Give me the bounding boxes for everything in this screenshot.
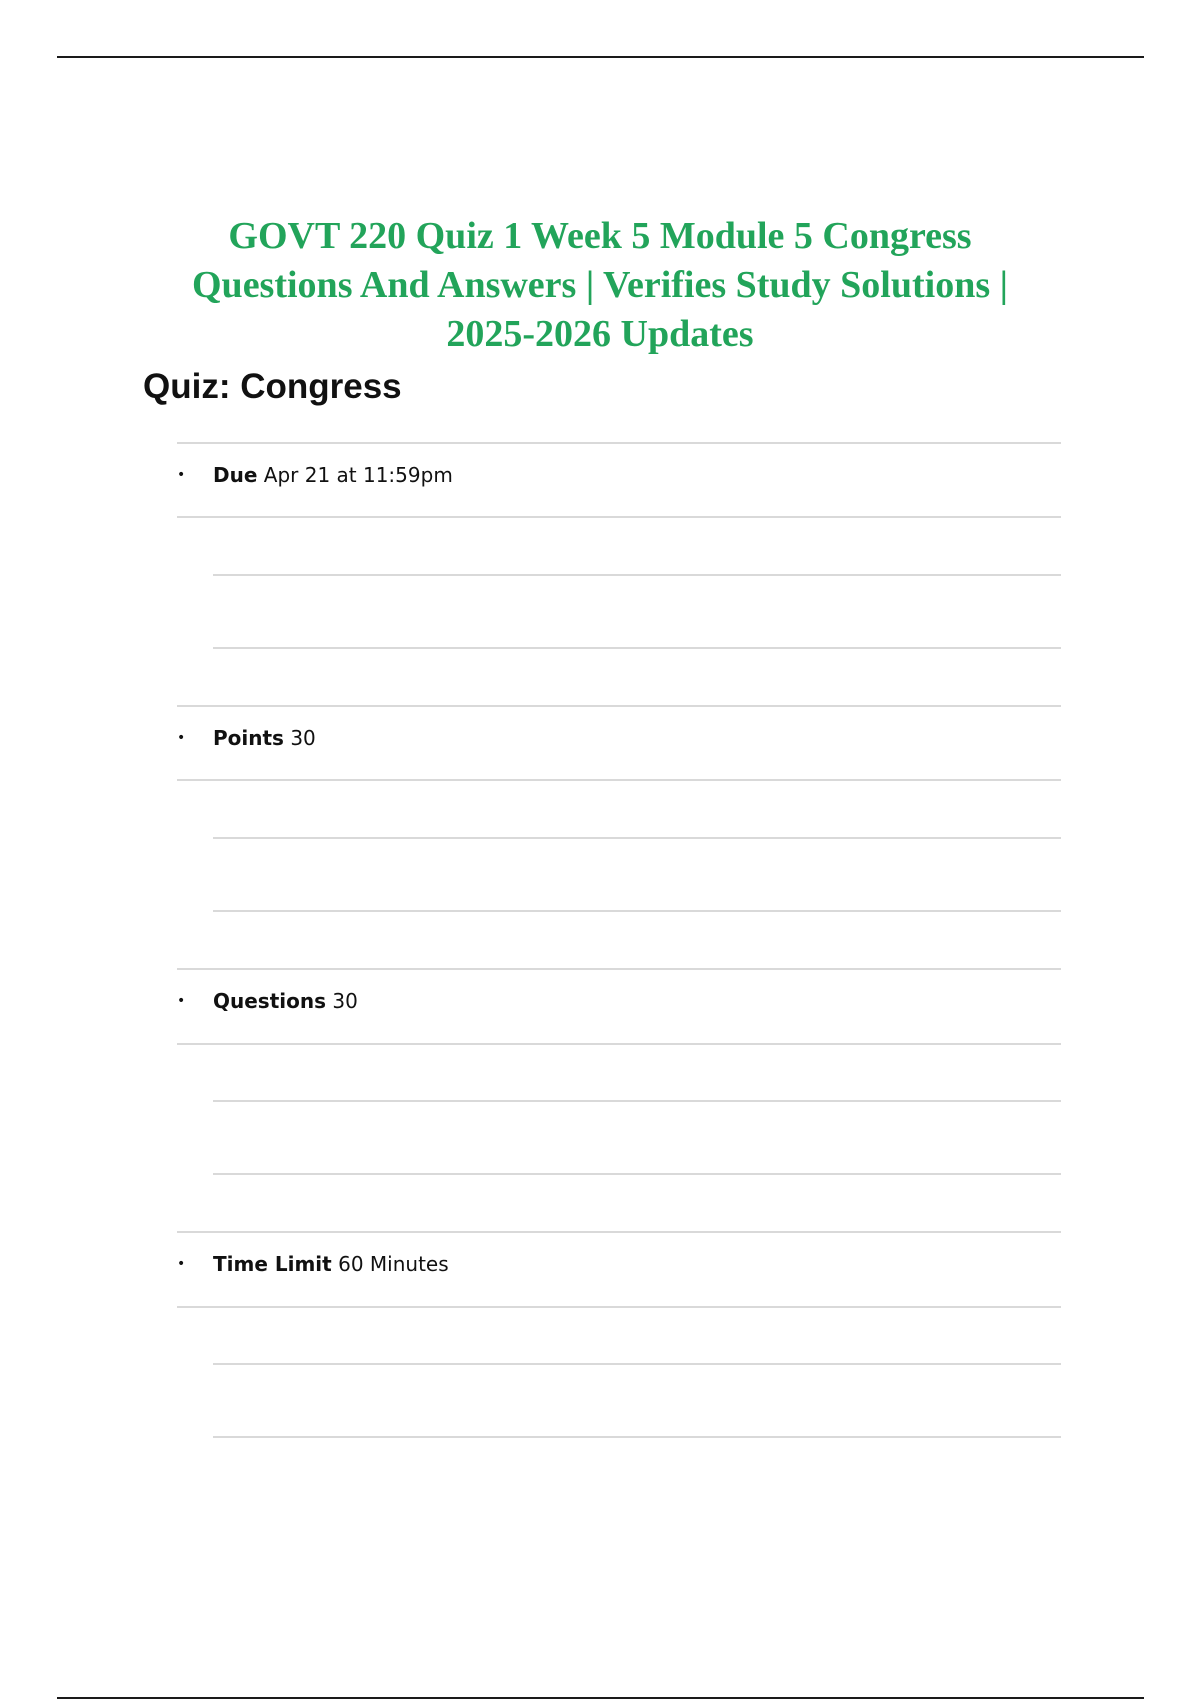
row-divider [213, 1363, 1061, 1365]
document-title-line-1: GOVT 220 Quiz 1 Week 5 Module 5 Congress [228, 215, 972, 257]
detail-questions-text [213, 986, 358, 1016]
row-divider [213, 574, 1061, 576]
detail-due-value: Apr 21 at 11:59pm [263, 463, 453, 487]
bullet-icon: • [177, 1256, 186, 1272]
detail-points [177, 723, 1061, 753]
row-divider [213, 910, 1061, 912]
detail-points-text [213, 723, 316, 753]
detail-due-text [213, 460, 453, 490]
page-top-rule [57, 56, 1144, 58]
section-divider [177, 516, 1061, 518]
section-divider [177, 442, 1061, 444]
row-divider [213, 1100, 1061, 1102]
section-divider [177, 968, 1061, 970]
detail-due [177, 460, 1061, 490]
section-divider [177, 1306, 1061, 1308]
detail-points-value: 30 [290, 726, 316, 750]
bullet-icon: • [177, 467, 186, 483]
quiz-heading: Quiz: Congress [143, 367, 402, 406]
section-divider [177, 779, 1061, 781]
detail-time-limit-text [213, 1249, 449, 1279]
detail-questions-label: Questions [213, 989, 327, 1013]
detail-time-limit-label: Time Limit [213, 1252, 332, 1276]
row-divider [213, 1436, 1061, 1438]
detail-time-limit [177, 1249, 1061, 1279]
bullet-icon: • [177, 993, 186, 1009]
bullet-icon: • [177, 730, 186, 746]
document-title-line-2: Questions And Answers | Verifies Study Solutions | [192, 264, 1008, 306]
row-divider [213, 647, 1061, 649]
row-divider [213, 1173, 1061, 1175]
document-title [150, 212, 1050, 359]
section-divider [177, 705, 1061, 707]
document-title-line-3: 2025-2026 Updates [446, 313, 754, 355]
detail-time-limit-value: 60 Minutes [338, 1252, 449, 1276]
detail-points-label: Points [213, 726, 284, 750]
row-divider [213, 837, 1061, 839]
detail-due-label: Due [213, 463, 258, 487]
section-divider [177, 1043, 1061, 1045]
page-bottom-rule [57, 1697, 1144, 1699]
section-divider [177, 1231, 1061, 1233]
detail-questions [177, 986, 1061, 1016]
detail-questions-value: 30 [332, 989, 358, 1013]
